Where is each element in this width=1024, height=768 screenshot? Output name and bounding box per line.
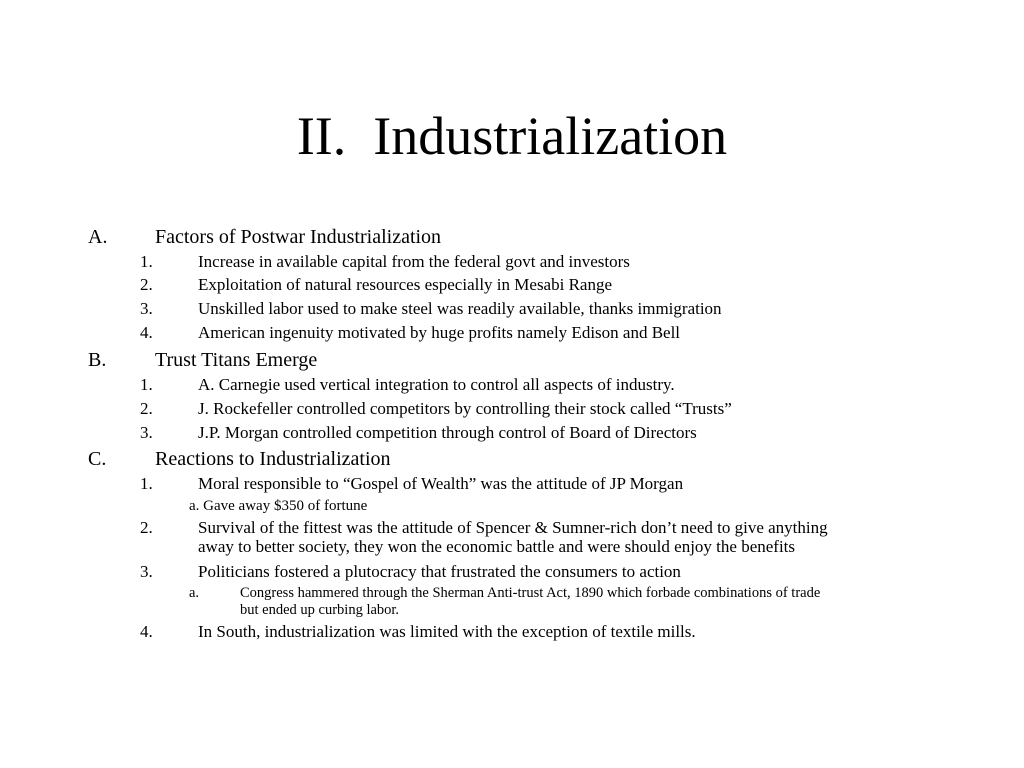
- outline-marker: 4.: [140, 622, 153, 641]
- outline-marker: 3.: [140, 423, 153, 442]
- outline-subitem-text: Congress hammered through the Sherman Anti-trust Act, 1890 which forbade combinations of trade: [240, 585, 821, 601]
- outline-item-text: American ingenuity motivated by huge profits namely Edison and Bell: [198, 323, 681, 342]
- outline-marker: 2.: [140, 275, 153, 294]
- outline-marker: 1.: [140, 375, 153, 394]
- outline-marker: 2.: [140, 399, 153, 418]
- outline-marker: 2.: [140, 518, 153, 537]
- outline-heading-text: Factors of Postwar Industrialization: [155, 226, 442, 248]
- outline-marker: 4.: [140, 323, 153, 342]
- outline-marker: A.: [88, 226, 108, 248]
- outline-item-continuation: away to better society, they won the economic battle and were should enjoy the benefits: [198, 537, 796, 556]
- outline-marker: 1.: [140, 474, 153, 493]
- outline-item-text: J.P. Morgan controlled competition through control of Board of Directors: [198, 423, 697, 442]
- outline-item-text: Politicians fostered a plutocracy that frustrated the consumers to action: [198, 562, 681, 581]
- outline-item-text: A. Carnegie used vertical integration to control all aspects of industry.: [198, 375, 675, 394]
- outline-marker: 3.: [140, 299, 153, 318]
- outline-marker: B.: [88, 349, 107, 371]
- outline-item-text: Increase in available capital from the federal govt and investors: [198, 252, 630, 271]
- slide-title: II. Industrialization: [296, 106, 728, 166]
- outline-subitem: a. Gave away $350 of fortune: [189, 498, 368, 514]
- outline-marker: C.: [88, 448, 107, 470]
- outline-subitem-continuation: but ended up curbing labor.: [240, 602, 400, 618]
- outline-item-text: In South, industrialization was limited with the exception of textile mills.: [198, 622, 696, 641]
- outline-item-text: Survival of the fittest was the attitude of Spencer & Sumner-rich don’t need to give anything: [198, 518, 828, 537]
- outline-heading-text: Reactions to Industrialization: [155, 448, 391, 470]
- outline-item-text: Exploitation of natural resources especially in Mesabi Range: [198, 275, 613, 294]
- outline-marker: a.: [189, 585, 200, 601]
- outline-marker: 1.: [140, 252, 153, 271]
- outline-item-text: J. Rockefeller controlled competitors by controlling their stock called “Trusts”: [198, 399, 732, 418]
- outline-item-text: Unskilled labor used to make steel was readily available, thanks immigration: [198, 299, 722, 318]
- outline-item-text: Moral responsible to “Gospel of Wealth” was the attitude of JP Morgan: [198, 474, 684, 493]
- outline-heading-text: Trust Titans Emerge: [155, 349, 318, 371]
- outline-marker: 3.: [140, 562, 153, 581]
